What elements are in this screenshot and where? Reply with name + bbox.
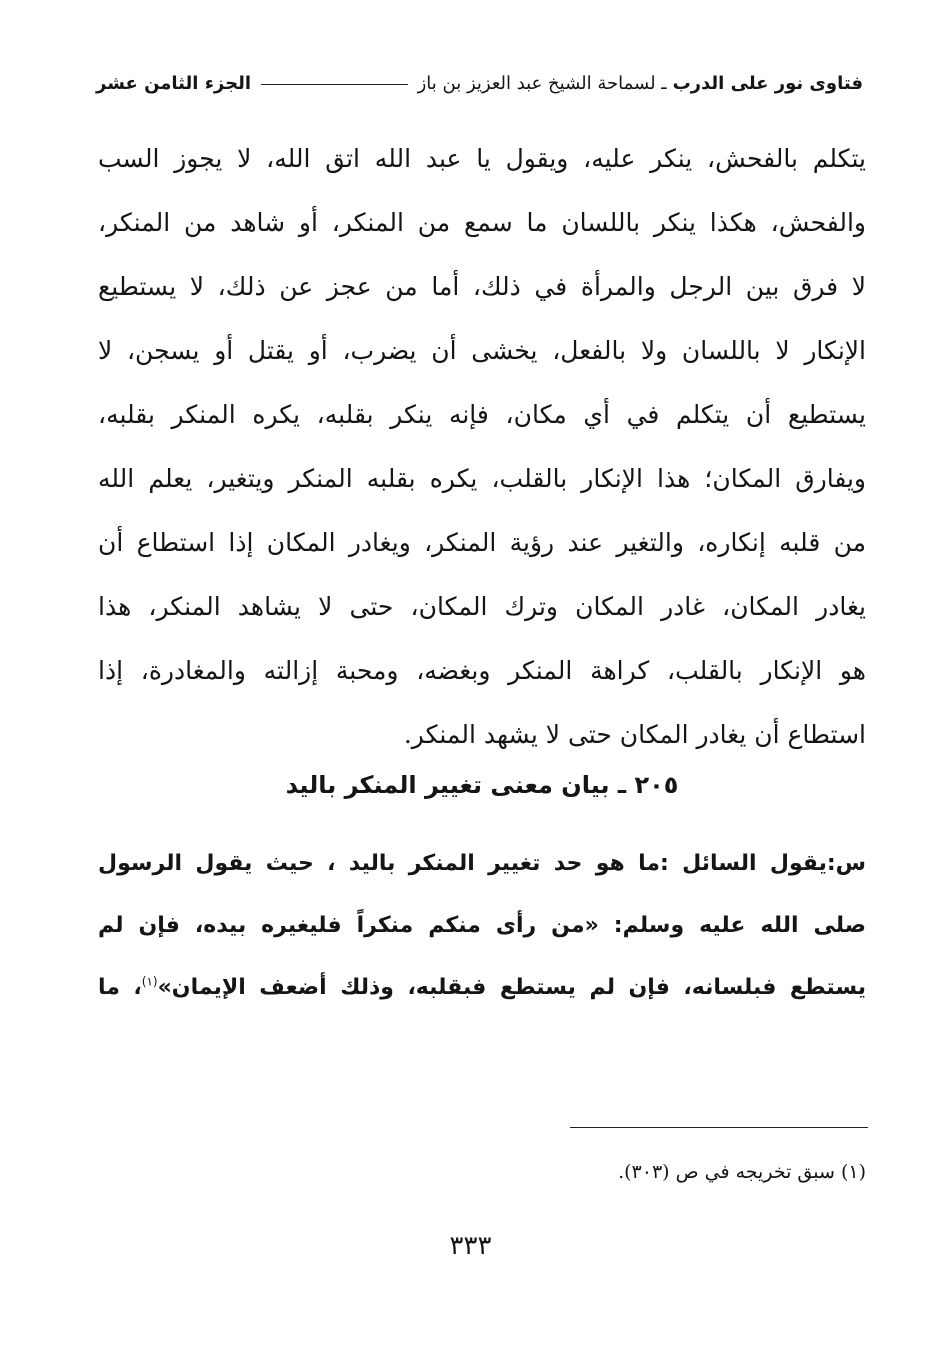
- footnote-reference: (١): [141, 974, 158, 989]
- page-number: ٣٣٣: [449, 1231, 492, 1261]
- question-line-text: يستطع فبلسانه، فإن لم يستطع فبقلبه، وذلك أضعف الإيمان»: [157, 975, 866, 1000]
- question-paragraph: [98, 833, 866, 1019]
- header-book-title: فتاوى نور على الدرب: [672, 72, 863, 94]
- text-line: ويفارق المكان؛ هذا الإنكار بالقلب، يكره بقلبه المنكر ويتغير، يعلم الله: [98, 464, 866, 493]
- header-part: الجزء الثامن عشر: [96, 72, 252, 94]
- question-line-tail: ، ما: [98, 975, 142, 1000]
- answer-paragraph: [98, 127, 866, 767]
- running-header: [96, 66, 863, 100]
- section-heading: ٢٠٥ ـ بيان معنى تغيير المنكر باليد: [285, 771, 679, 799]
- text-line: الإنكار لا باللسان ولا بالفعل، يخشى أن يضرب، أو يقتل أو يسجن، لا: [98, 336, 866, 365]
- text-line: يستطيع أن يتكلم في أي مكان، فإنه ينكر بقلبه، يكره المنكر بقلبه،: [98, 400, 866, 429]
- question-line-with-footnote: [98, 957, 866, 1019]
- text-line: هو الإنكار بالقلب، كراهة المنكر وبغضه، ومحبة إزالته والمغادرة، إذا: [98, 656, 866, 685]
- text-line: استطاع أن يغادر المكان حتى لا يشهد المنكر.: [403, 720, 866, 749]
- footnote: (١) سبق تخريجه في ص (٣٠٣).: [618, 1161, 866, 1183]
- text-line: يتكلم بالفحش، ينكر عليه، ويقول يا عبد الله اتق الله، لا يجوز السب: [98, 144, 866, 173]
- question-line: س:يقول السائل :ما هو حد تغيير المنكر باليد ، حيث يقول الرسول: [98, 851, 866, 876]
- header-rule: [261, 84, 408, 85]
- header-author: ـ لسماحة الشيخ عبد العزيز بن باز: [417, 72, 667, 94]
- text-line: من قلبه إنكاره، والتغير عند رؤية المنكر، ويغادر المكان إذا استطاع أن: [98, 528, 866, 557]
- question-line: صلى الله عليه وسلم: «من رأى منكم منكراً فليغيره بيده، فإن لم: [98, 913, 866, 938]
- text-line: لا فرق بين الرجل والمرأة في ذلك، أما من عجز عن ذلك، لا يستطيع: [98, 272, 866, 301]
- text-line: يغادر المكان، غادر المكان وترك المكان، حتى لا يشاهد المنكر، هذا: [98, 592, 866, 621]
- footnote-separator: [570, 1127, 868, 1128]
- text-line: والفحش، هكذا ينكر باللسان ما سمع من المنكر، أو شاهد من المنكر،: [98, 208, 866, 237]
